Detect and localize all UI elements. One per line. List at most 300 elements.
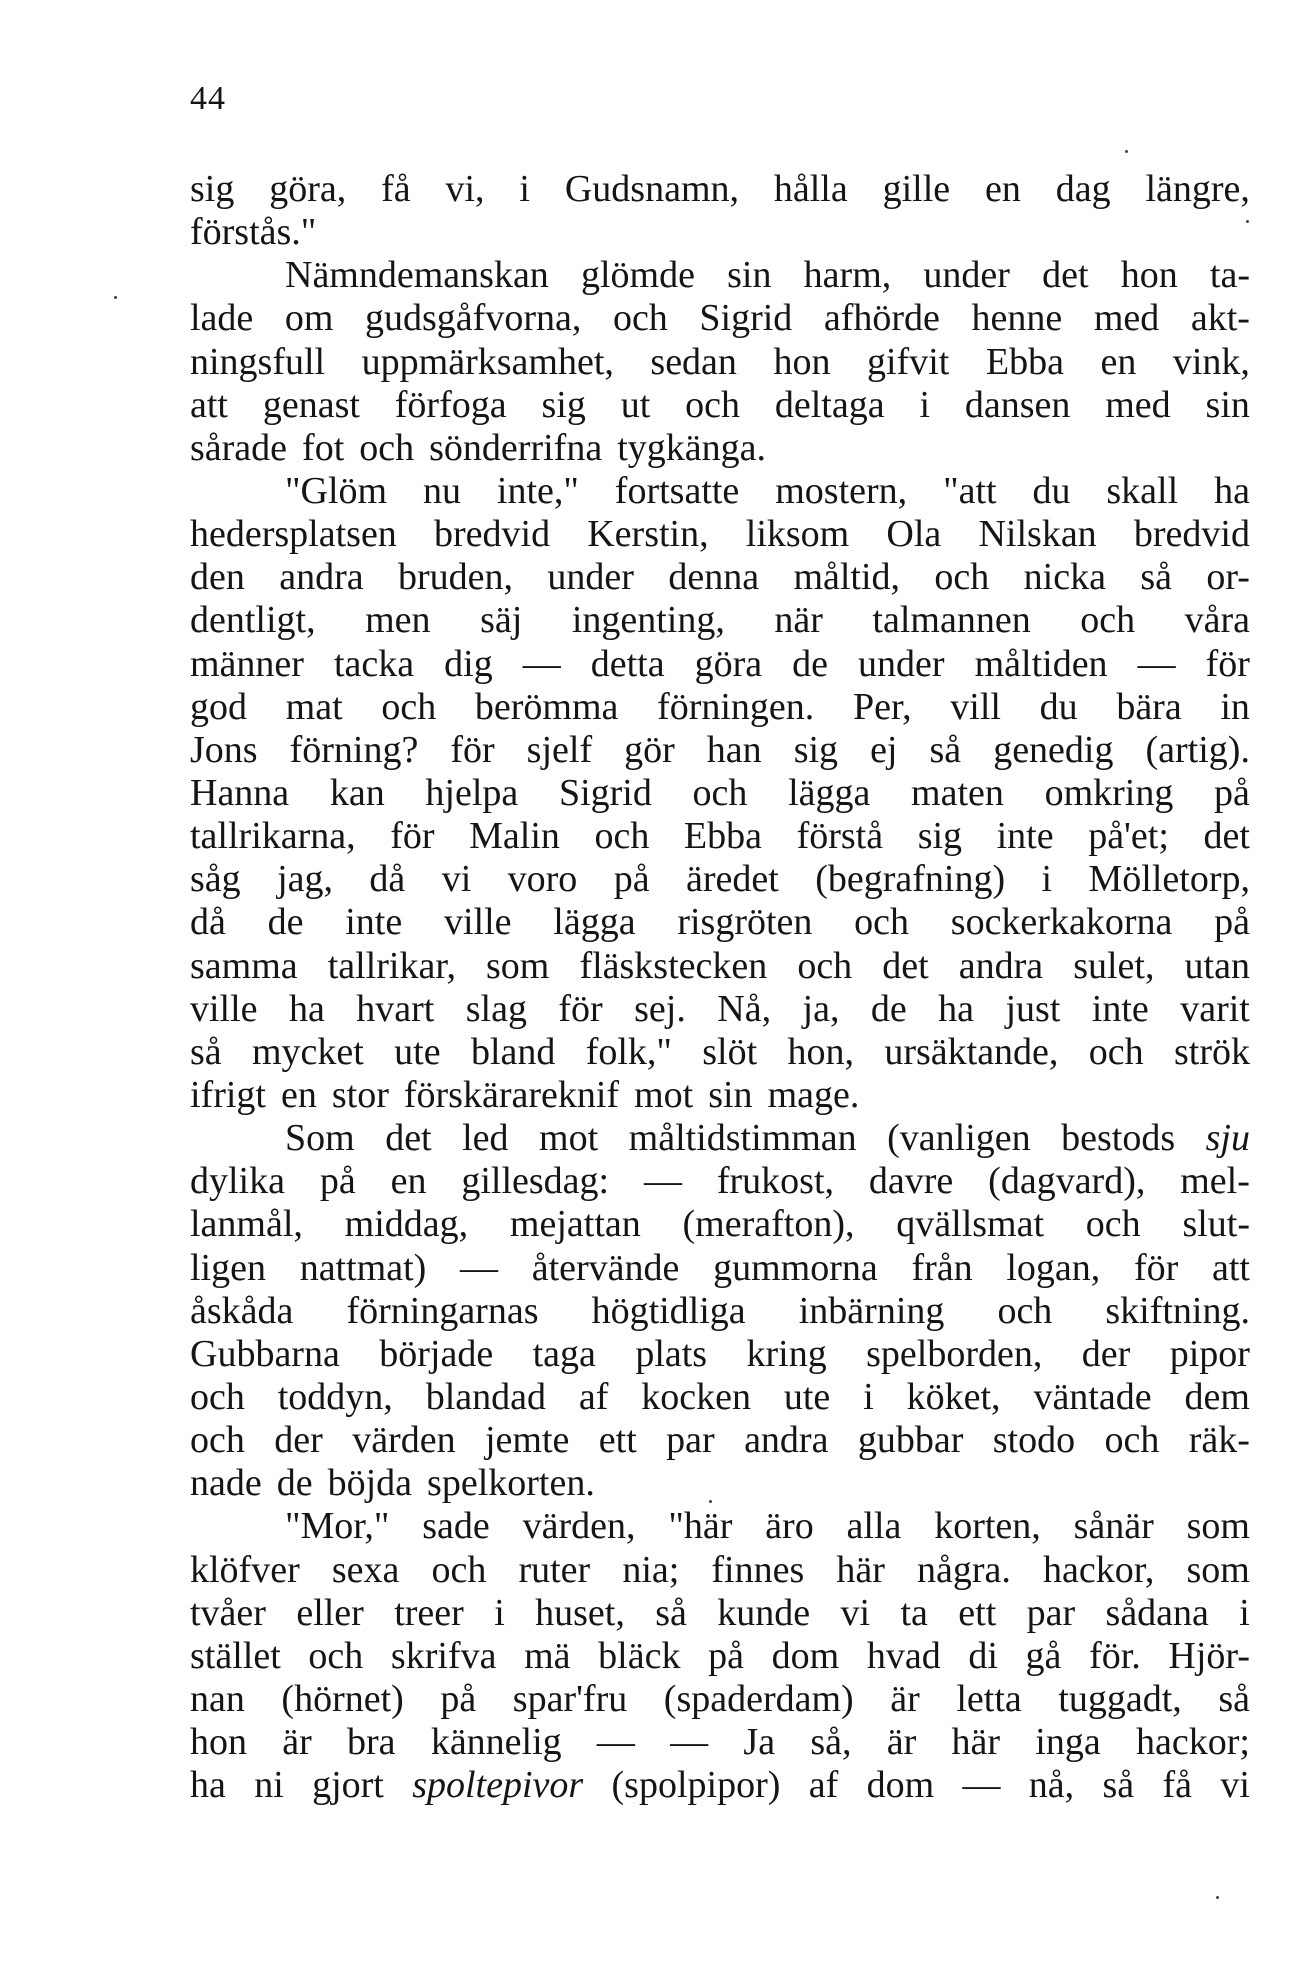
word: ligen [190, 1246, 266, 1289]
word: finnes [711, 1548, 805, 1591]
word: ej [870, 728, 898, 771]
word: dylika [190, 1160, 285, 1203]
word: fläskstecken [579, 944, 768, 987]
word: ja, [802, 987, 840, 1030]
word: sade [422, 1505, 490, 1548]
word: ett [958, 1591, 997, 1634]
word: dom [866, 1764, 935, 1807]
word: som [1186, 1505, 1250, 1548]
word: lanmål, [190, 1203, 303, 1246]
word: vill [950, 685, 1001, 728]
word: sig [541, 383, 586, 426]
word: sånär [1073, 1505, 1154, 1548]
word: "Mor," [285, 1505, 390, 1548]
text-line [190, 1419, 1250, 1462]
word: Nämndemanskan [285, 254, 549, 297]
text-line [190, 341, 1250, 384]
word: ville [443, 901, 512, 944]
word: på [319, 1160, 356, 1203]
word: mostern, [775, 469, 908, 512]
word: de [276, 1462, 313, 1505]
word: nade [190, 1462, 262, 1505]
word: och [685, 383, 740, 426]
word: här [951, 1721, 1001, 1764]
word: och [692, 771, 748, 814]
word: led [462, 1117, 509, 1160]
word: ville [190, 987, 258, 1030]
word: treer [394, 1591, 464, 1634]
word: förningen. [657, 685, 815, 728]
text-line [190, 815, 1250, 858]
word: och [1085, 1203, 1141, 1246]
word: tvåer [190, 1591, 266, 1634]
word: sig [917, 815, 963, 858]
word: förning? [289, 728, 419, 771]
word: stodo [992, 1419, 1076, 1462]
word: — [962, 1764, 1001, 1807]
word: logan, [1006, 1246, 1101, 1289]
word: sexa [331, 1548, 400, 1591]
word: genast [262, 383, 360, 426]
word: förningarnas [346, 1289, 539, 1332]
text-line [190, 1678, 1250, 1721]
text-line [190, 384, 1250, 427]
word: tuggadt, [1058, 1677, 1182, 1720]
word: säj [480, 599, 523, 642]
word: för [1133, 1246, 1179, 1289]
word: di [968, 1634, 998, 1677]
word: mage. [767, 1073, 860, 1116]
word: sig [190, 168, 235, 210]
word: när [774, 599, 823, 642]
word: vi, [445, 168, 485, 210]
word: nicka [1023, 556, 1106, 599]
word: henne [971, 297, 1063, 340]
word: sin [727, 254, 772, 297]
word: på [1214, 901, 1250, 944]
text-line [190, 1462, 1250, 1505]
word: ta- [1209, 254, 1250, 297]
word: andra [744, 1419, 829, 1462]
word: inte [1091, 987, 1149, 1030]
word: dansen [964, 383, 1071, 426]
word: i [1239, 1591, 1250, 1634]
text-line [190, 297, 1250, 340]
text-line [190, 1592, 1250, 1635]
word: utan [1184, 944, 1250, 987]
word: få [381, 168, 411, 210]
word: måltiden [974, 642, 1108, 685]
word: förstå [796, 815, 884, 858]
word: (begrafning) [815, 858, 1006, 901]
word: med [1105, 383, 1171, 426]
word: och [359, 426, 415, 469]
word: Ebba [985, 340, 1064, 383]
text-line [190, 643, 1250, 686]
word: middag, [344, 1203, 469, 1246]
word: vi [840, 1591, 871, 1634]
word: bredvid [433, 513, 551, 556]
word: högtidliga [591, 1289, 746, 1332]
word: de [792, 642, 829, 685]
word: bruden, [398, 556, 514, 599]
word: Gubbarna [190, 1332, 340, 1375]
word: hedersplatsen [190, 513, 397, 556]
word: slag [465, 987, 527, 1030]
word: och [308, 1634, 364, 1677]
word: för [450, 728, 495, 771]
word: på [1214, 771, 1250, 814]
word: så, [810, 1721, 852, 1764]
word: Sigrid [699, 297, 793, 340]
word: och [997, 1289, 1053, 1332]
word: nan [190, 1677, 245, 1720]
word: mot [634, 1073, 694, 1116]
word: kännelig [430, 1721, 562, 1764]
word: just [1005, 987, 1061, 1030]
word: pipor [1169, 1332, 1250, 1375]
word: vink, [1172, 340, 1250, 383]
word: Hjör- [1168, 1634, 1250, 1677]
word: är [890, 1677, 920, 1720]
word: du [1032, 469, 1071, 512]
word: hon [1120, 254, 1178, 297]
word: på [440, 1677, 477, 1720]
word: och [1080, 599, 1136, 642]
word: i [519, 168, 530, 210]
word: andra [279, 556, 364, 599]
word: för [558, 987, 603, 1030]
word: risgröten [677, 901, 813, 944]
word: jemte [484, 1419, 570, 1462]
word: dig [444, 642, 493, 685]
word: gubbar [857, 1419, 964, 1462]
text-line [190, 254, 1250, 297]
word: är [282, 1721, 312, 1764]
word: Ola [886, 513, 942, 556]
word: inbärning [798, 1289, 945, 1332]
word: och [1088, 1030, 1144, 1073]
word: hackor; [1135, 1721, 1250, 1764]
word: hvart [356, 987, 435, 1030]
word: — [670, 1721, 709, 1764]
word: i [919, 383, 930, 426]
word: davre [868, 1160, 954, 1203]
word: par [1026, 1591, 1076, 1634]
word: våra [1184, 599, 1250, 642]
word: skrifva [390, 1634, 497, 1677]
text-line [190, 1160, 1250, 1203]
word: nia; [622, 1548, 680, 1591]
text-line [190, 1549, 1250, 1592]
word: — [522, 642, 561, 685]
word: sedan [650, 340, 737, 383]
word: det [385, 1117, 432, 1160]
word: ruter [518, 1548, 591, 1591]
word: hjelpa [425, 771, 519, 814]
word: tallrikar, [327, 944, 456, 987]
word: bläck [598, 1634, 681, 1677]
text-line [190, 772, 1250, 815]
word: tallrikarna, [190, 815, 356, 858]
word: nattmat) [299, 1246, 427, 1289]
word: gå [1025, 1634, 1062, 1677]
word: sockerkakorna [950, 901, 1173, 944]
word: par [666, 1419, 715, 1462]
word: af [578, 1375, 609, 1418]
word: slut- [1182, 1203, 1250, 1246]
text-line [190, 1031, 1250, 1074]
word: (vanligen [887, 1117, 1031, 1160]
word: berömma [474, 685, 619, 728]
word: här [836, 1548, 885, 1591]
word: göra [694, 642, 763, 685]
word: mat [285, 685, 343, 728]
word: ni [254, 1764, 284, 1807]
word: så [190, 1030, 222, 1073]
word: in [1220, 685, 1250, 728]
word: skiftning. [1105, 1289, 1250, 1332]
word: bland [470, 1030, 556, 1073]
word: inte [345, 901, 403, 944]
text-line [190, 1074, 1250, 1117]
word: mot [539, 1117, 599, 1160]
word: måltid, [793, 556, 901, 599]
word: ta [900, 1591, 928, 1634]
word: eller [296, 1591, 364, 1634]
word: förfoga [394, 383, 507, 426]
word: åskåda [190, 1289, 294, 1332]
word: ha [288, 987, 325, 1030]
word: Kerstin, [587, 513, 709, 556]
word: (merafton), [682, 1203, 855, 1246]
word: Per, [852, 685, 912, 728]
word: att [190, 383, 228, 426]
word: så [1218, 1677, 1250, 1720]
word: de [267, 901, 304, 944]
word: ute [783, 1375, 831, 1418]
word: dentligt, [190, 599, 316, 642]
word: ut [620, 383, 651, 426]
word: folk," [585, 1030, 672, 1073]
word: (spolpipor) [611, 1764, 781, 1807]
print-speck [1125, 150, 1128, 153]
word: sju [1205, 1117, 1250, 1160]
word: gör [624, 728, 675, 771]
word: det [882, 944, 929, 987]
word: ute [394, 1030, 441, 1073]
print-speck [114, 296, 117, 299]
word: du [1039, 685, 1078, 728]
word: strök [1173, 1030, 1250, 1073]
word: or- [1206, 556, 1250, 599]
word: — [644, 1160, 682, 1203]
word: men [365, 599, 431, 642]
word: sårade [190, 426, 288, 469]
word: hålla [773, 168, 848, 210]
word: med [1093, 297, 1160, 340]
word: sin [708, 1073, 753, 1116]
word: de [870, 987, 907, 1030]
word: hon, [787, 1030, 854, 1073]
word: voro [507, 858, 578, 901]
word: då [190, 901, 226, 944]
word: böjda [327, 1462, 413, 1505]
word: — [1137, 642, 1176, 685]
word: och [431, 1548, 487, 1591]
word: sulet, [1073, 944, 1155, 987]
text-line [190, 729, 1250, 772]
word: sej. [634, 987, 686, 1030]
word: kocken [641, 1375, 751, 1418]
word: så [929, 728, 962, 771]
word: mejattan [509, 1203, 641, 1246]
word: männer [190, 642, 304, 685]
word: på [613, 858, 650, 901]
word: tygkänga. [617, 426, 766, 469]
word: om [284, 297, 334, 340]
word: detta [590, 642, 665, 685]
word: och [854, 901, 910, 944]
page-number: 44 [190, 80, 226, 117]
word: och [797, 944, 853, 987]
word: toddyn, [277, 1375, 393, 1418]
text-line [190, 1117, 1250, 1160]
word: och [190, 1375, 245, 1418]
word: en [984, 168, 1021, 210]
word: denna [668, 556, 760, 599]
word: i [1041, 858, 1053, 901]
word: (spaderdam) [663, 1677, 854, 1720]
word: Gudsnamn, [564, 168, 739, 210]
word: hon [190, 1721, 247, 1764]
word: på [708, 1634, 744, 1677]
word: ursäktande, [884, 1030, 1059, 1073]
word: bredvid [1133, 513, 1250, 556]
word: (dagvard), [988, 1160, 1146, 1203]
text-line [190, 686, 1250, 729]
word: för [390, 815, 435, 858]
word: samma [190, 944, 298, 987]
text-line [190, 427, 1250, 470]
print-speck [1246, 220, 1249, 223]
word: och [594, 815, 650, 858]
word: akt- [1190, 297, 1250, 340]
word: Jons [190, 728, 258, 771]
word: dem [1184, 1375, 1250, 1418]
text-line [190, 1203, 1250, 1246]
word: inga [1035, 1721, 1101, 1764]
word: gille [882, 168, 951, 210]
word: inte [996, 815, 1054, 858]
text-line [190, 1290, 1250, 1333]
word: afhörde [823, 297, 940, 340]
word: räk- [1188, 1419, 1250, 1462]
word: klöfver [190, 1548, 300, 1591]
word: kan [329, 771, 385, 814]
word: gillesdag: [461, 1160, 610, 1203]
word: spoltepivor [412, 1764, 584, 1807]
word: (artig). [1145, 728, 1250, 771]
text-line [190, 1376, 1250, 1419]
word: Nilskan [978, 513, 1097, 556]
word: en [390, 1160, 427, 1203]
word: i [863, 1375, 874, 1418]
word: liksom [745, 513, 850, 556]
text-line [190, 1764, 1250, 1807]
word: stället [190, 1634, 281, 1677]
word: det [1042, 254, 1089, 297]
word: "Glöm [285, 469, 388, 512]
word: Malin [469, 815, 560, 858]
word: harm, [803, 254, 892, 297]
word: nå, [1028, 1764, 1075, 1807]
word: sådana [1105, 1591, 1209, 1634]
word: äro [765, 1505, 814, 1548]
word: hvad [866, 1634, 941, 1677]
word: och [1104, 1419, 1160, 1462]
word: deltaga [774, 383, 885, 426]
word: ha [938, 987, 975, 1030]
print-speck [709, 1500, 712, 1503]
word: förstås." [190, 211, 317, 254]
word: tacka [333, 642, 415, 685]
word: så [1102, 1764, 1135, 1807]
word: fortsatte [614, 469, 740, 512]
word: kring [746, 1332, 827, 1375]
word: äredet [686, 858, 779, 901]
word: gifvit [867, 340, 950, 383]
word: lägga [553, 901, 636, 944]
word: qvällsmat [896, 1203, 1045, 1246]
word: det [1203, 815, 1250, 858]
text-line [190, 901, 1250, 944]
word: korten, [934, 1505, 1041, 1548]
word: spar'fru [512, 1677, 628, 1720]
word: slöt [702, 1030, 758, 1073]
word: — [460, 1246, 499, 1289]
word: glömde [580, 254, 695, 297]
word: en [280, 1073, 317, 1116]
word: och [934, 556, 990, 599]
word: då [369, 858, 406, 901]
word: hon [773, 340, 831, 383]
word: skall [1106, 469, 1179, 512]
text-line [190, 211, 1250, 254]
word: bestods [1061, 1117, 1176, 1160]
text-line [190, 1721, 1250, 1764]
word: mä [524, 1634, 571, 1677]
word: talmannen [872, 599, 1031, 642]
word: maten [911, 771, 1004, 814]
word: varit [1180, 987, 1250, 1030]
word: lägga [788, 771, 871, 814]
word: mel- [1180, 1160, 1250, 1203]
word: huset, [535, 1591, 625, 1634]
word: der [274, 1419, 323, 1462]
word: ha [190, 1764, 226, 1807]
word: taga [532, 1332, 596, 1375]
word: på'et; [1088, 815, 1169, 858]
word: mycket [251, 1030, 364, 1073]
word: och [190, 1419, 245, 1462]
word: som [1186, 1548, 1250, 1591]
word: gummorna [713, 1246, 878, 1289]
word: ifrigt [190, 1073, 266, 1116]
word: ha [1214, 469, 1250, 512]
text-line [190, 1333, 1250, 1376]
word: inte," [496, 469, 579, 512]
